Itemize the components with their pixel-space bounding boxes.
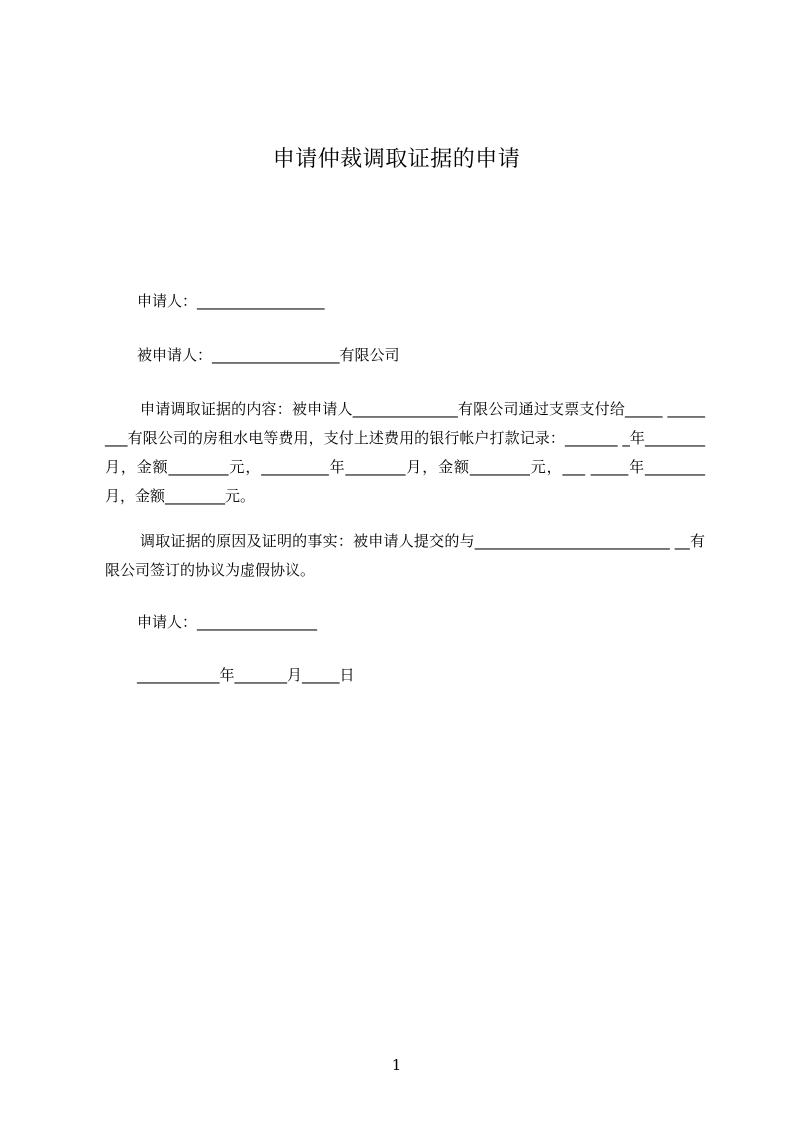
signature-line: 申请人：________________	[137, 613, 318, 631]
evidence-content-paragraph: 申请调取证据的内容：被申请人______________有限公司通过支票支付给_____ ________有限公司的房租水电等费用，支付上述费用的银行帐户打款记录：_______ _年________月，金额________元，_________年________月，金额________元，___ _____年________月，金额________元。	[105, 400, 705, 505]
evidence-reason-paragraph: 调取证据的原因及证明的事实：被申请人提交的与__________________________ __有限公司签订的协议为虚假协议。	[105, 532, 705, 579]
document-title: 申请仲裁调取证据的申请	[272, 147, 521, 172]
date-line: ___________年_______月_____日	[137, 666, 355, 684]
page-number: 1	[391, 1056, 402, 1074]
applicant-line: 申请人：_________________	[137, 292, 325, 310]
respondent-line: 被申请人：_________________有限公司	[137, 346, 400, 364]
